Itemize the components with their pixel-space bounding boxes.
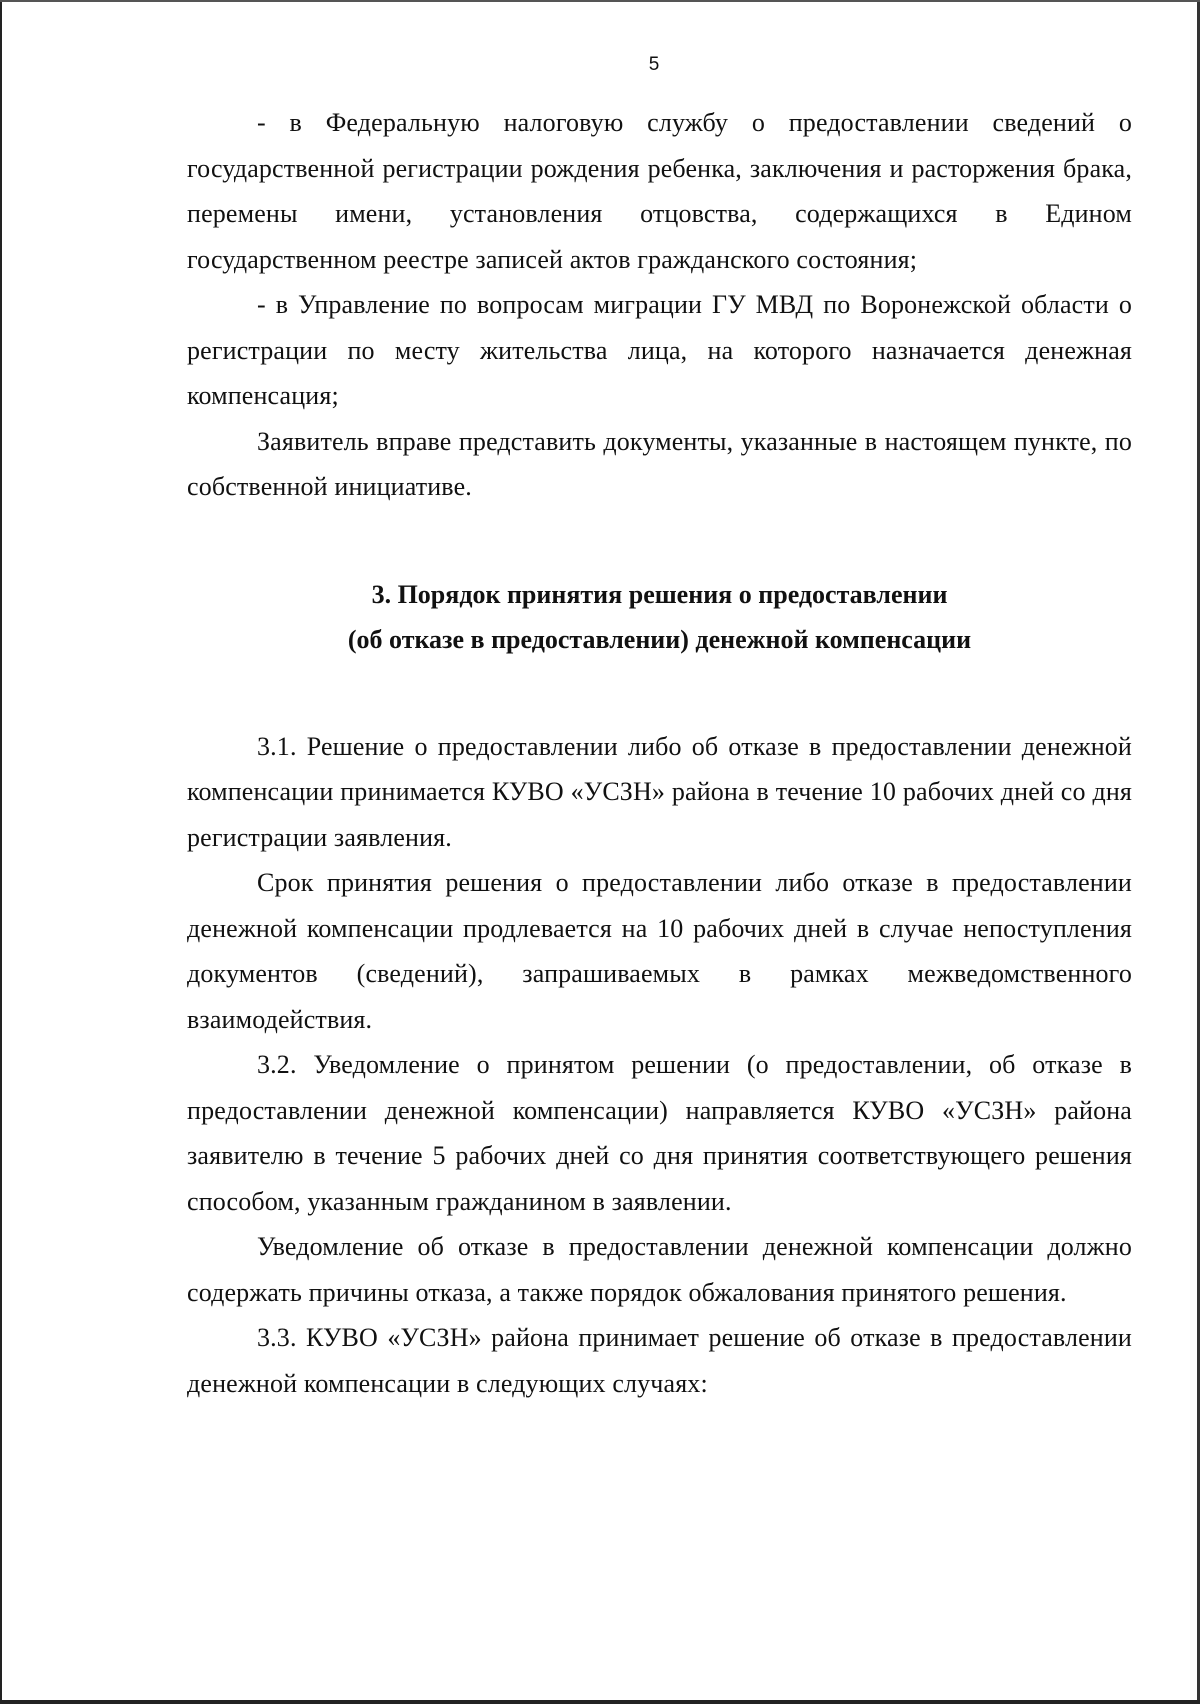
paragraph-refusal-notice: Уведомление об отказе в предоставлении денежной компенсации должно содержать причины отказа, а также порядок обжалования принятого решения. xyxy=(187,1232,1132,1307)
section-heading-line-1: 3. Порядок принятия решения о предоставлении xyxy=(371,579,948,609)
paragraph-tax-service: - в Федеральную налоговую службу о предоставлении сведений о государственной регистрации рождения ребенка, заключения и расторжения брака, перемены имени, установления отцовства, содержащихся в Едином государственном реестре записей актов гражданского состояния; xyxy=(187,108,1132,274)
document-body xyxy=(187,100,1132,1406)
scan-edge-top xyxy=(0,0,1200,2)
page-number: 5 xyxy=(648,54,660,75)
scan-edge-bottom xyxy=(0,1700,1200,1704)
scan-edge-left xyxy=(0,0,2,1704)
section-heading-line-2: (об отказе в предоставлении) денежной компенсации xyxy=(347,624,972,654)
section-heading xyxy=(187,572,1132,662)
paragraph-3-1: 3.1. Решение о предоставлении либо об отказе в предоставлении денежной компенсации принимается КУВО «УСЗН» района в течение 10 рабочих дней со дня регистрации заявления. xyxy=(187,731,1132,852)
paragraph-applicant-right: Заявитель вправе представить документы, указанные в настоящем пункте, по собственной инициативе. xyxy=(187,426,1132,501)
paragraph-migration-office: - в Управление по вопросам миграции ГУ МВД по Воронежской области о регистрации по месту жительства лица, на которого назначается денежная компенсация; xyxy=(187,290,1132,410)
paragraph-3-3: 3.3. КУВО «УСЗН» района принимает решение об отказе в предоставлении денежной компенсации в следующих случаях: xyxy=(187,1323,1132,1398)
paragraph-term-extension: Срок принятия решения о предоставлении либо отказе в предоставлении денежной компенсации продлевается на 10 рабочих дней в случае непоступления документов (сведений), запрашиваемых в рамках межведомственного взаимодействия. xyxy=(187,868,1132,1034)
paragraph-3-2: 3.2. Уведомление о принятом решении (о предоставлении, об отказе в предоставлении денежной компенсации) направляется КУВО «УСЗН» района заявителю в течение 5 рабочих дней со дня принятия соответствующего решения способом, указанным гражданином в заявлении. xyxy=(187,1050,1132,1216)
